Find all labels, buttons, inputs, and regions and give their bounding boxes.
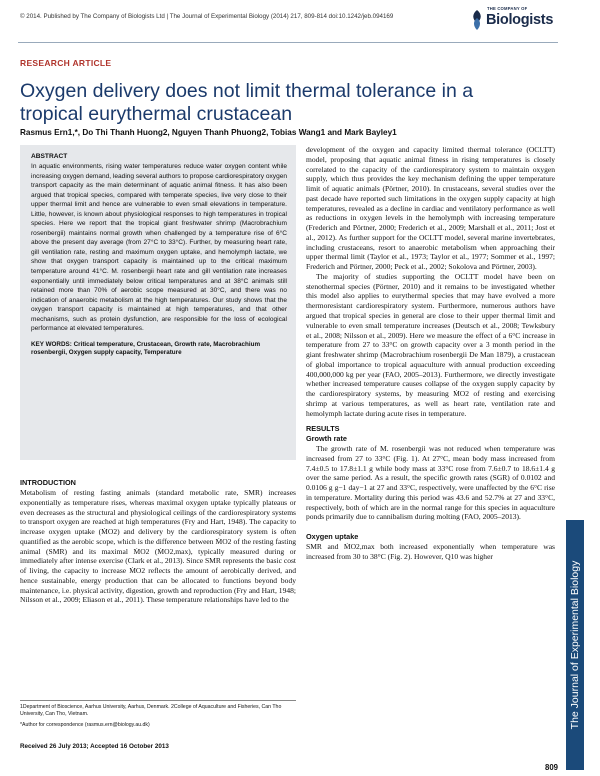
results-heading: RESULTS — [306, 424, 340, 434]
growth-text: The growth rate of M. rosenbergii was not reduced when temperature was increased from 27 to 33°C (Fig. 1). At 27°C, mean body mass increased from 7.4±0.5 to 17.8±1.1 g while body mass at 33°C rose from 7.6±0.7 to 18.6±1.4 g over the same period. As a result, the specific growth rates (SGR) of 0.0102 and 0.0106 g g−1 day−1 at 27 and 33°C, respectively, were unaffected by the 6°C rise in temperature. Mortality during this period was 43.6 and 52.7% at 27 and 33°C, respectively, both of which are in the normal range for this species in aquaculture ponds primarily due to cannibalism during molting (FAO, 2005–2013). — [306, 443, 555, 522]
citation-line: © 2014. Published by The Company of Biologists Ltd | The Journal of Experimental Biology (2014) 217, 809-814 doi:10.1242/jeb.094169 — [20, 13, 394, 20]
oxygen-text: SMR and ṀO2,max both increased exponentially when temperature was increased from 30 to 38°C (Fig. 2). However, Q10 was higher — [306, 541, 555, 561]
footnote-rule — [20, 700, 296, 701]
introduction-heading: INTRODUCTION — [20, 478, 76, 487]
right-para-1: development of the oxygen and capacity limited thermal tolerance (OCLTT) model, proposing that aquatic animal fitness in rising temperatures is closely correlated to the capacity of the cardiorespiratory system to maintain oxygen supply, which thus provides the key mechanism defining the upper temperature limit of aquatic animals (Pörtner, 2010). In crustaceans, several studies over the past decade have reported such limitations in the oxygen supply capacity at high temperatures, revealed as a decline in cardiac and ventilatory performance as well as reductions in oxygen levels in the hemolymph with increasing temperature (Frederich and Pörtner, 2000; Frederich et al., 2009; Marshall et al., 2011; Jost et al., 2012). As further support for the OCLTT model, several marine invertebrates, including crustaceans, resort to anaerobic metabolism when approaching their upper thermal limit (Taylor et al., 1973; Taylor et al., 1977; Sommer et al., 1997; Frederich and Pörtner, 2000; Peck et al., 2002; Sokolova and Pörtner, 2003). — [306, 145, 555, 272]
keywords-list: Critical temperature, Crustacean, Growth rate, Macrobrachium rosenbergii, Oxygen supply capacity, Temperature — [31, 340, 261, 357]
oxygen-heading: Oxygen uptake — [306, 532, 359, 542]
right-column — [306, 145, 555, 561]
journal-sidebar-label: The Journal of Experimental Biology — [569, 560, 581, 730]
article-title: Oxygen delivery does not limit thermal tolerance in a tropical eurythermal crustacean — [20, 80, 474, 125]
publisher-logo — [470, 6, 562, 36]
keywords — [31, 341, 287, 358]
abstract-box — [20, 145, 296, 460]
section-label: RESEARCH ARTICLE — [20, 58, 112, 68]
abstract-heading: ABSTRACT — [31, 153, 68, 160]
logo-big-text: Biologists — [486, 12, 554, 28]
logo-small-text: THE COMPANY OF — [487, 6, 528, 11]
affiliations: 1Department of Bioscience, Aarhus University, Aarhus, Denmark. 2College of Aquaculture and Fisheries, Can Tho University, Can Tho, Vietnam. — [20, 704, 282, 717]
page-number: 809 — [545, 763, 559, 772]
author-list: Rasmus Ern1,*, Do Thi Thanh Huong2, Nguyen Thanh Phuong2, Tobias Wang1 and Mark Bayley1 — [20, 128, 397, 137]
abstract-text: In aquatic environments, rising water temperatures reduce water oxygen content while increasing oxygen demand, leading several authors to propose cardiorespiratory oxygen transport capacity as the main determinant of aquatic animal fitness. It has also been argued that tropical species, compared with temperate species, live very close to their upper thermal limit and hence are vulnerable to even small elevations in temperature. Little, however, is known about physiological responses to high temperatures in tropical species. Here we report that the tropical giant freshwater shrimp (Macrobrachium rosenbergii) maintains normal growth when challenged by a temperature rise of 6°C above the present day average (from 27°C to 33°C). Further, by measuring heart rate, gill ventilation rate, resting and maximum oxygen uptake, and hemolymph lactate, we show that oxygen transport capacity is maintained up to the critical maximum temperature around 41°C. M. rosenbergii heart rate and gill ventilation rate increases exponentially until immediately below critical temperatures and at 38°C animals still retained more than 70% of aerobic scope measured at 30°C, and there was no indication of anaerobic metabolism at the high temperatures. Our study shows that the oxygen transport capacity is maintained at high temperatures, and that other mechanisms, such as protein dysfunction, are responsible for the loss of ecological performance at elevated temperatures. — [31, 163, 287, 333]
right-para-2: The majority of studies supporting the OCLTT model have been on stenothermal species (Pörtner, 2010) and it remains to be investigated whether this model also applies to eurythermal species that may have evolved a more thermoresistant cardiorespiratory system. Furthermore, numerous authors have argued that tropical species in general are close to their upper thermal limit and vulnerable to even small temperature increases (Deutsch et al., 2008; Tewksbury et al., 2008; Nilsson et al., 2009). Here we measure the effect of a 6°C increase in temperature from 27 to 33°C on growth capacity over a 3 month period in the giant freshwater shrimp (Macrobrachium rosenbergii De Man 1879), a crustacean of global importance to tropical aquaculture with annual production exceeding 400,000,000 kg per year (FAO, 2005–2013). Furthermore, we directly investigate whether increased temperature causes collapse of the oxygen supply capacity by the cardiorespiratory systems, by measuring ṀO2 of resting and exercising shrimp at various temperatures, as well as heart rate, ventilation rate and hemolymph lactate during acute rises in temperature. — [306, 271, 555, 418]
corresponding-author: *Author for correspondence (rasmus.ern@biology.au.dk) — [20, 722, 150, 728]
introduction-text: Metabolism of resting fasting animals (standard metabolic rate, SMR) increases exponentially as temperature rises, whereas maximal oxygen uptake typically plateaus or even decreases as the structural and physiological ceilings of the cardiorespiratory systems to transport oxygen are reached at high temperatures (Fry and Hart, 1948). The capacity to increase oxygen uptake (ṀO2) and delivery by the cardiorespiratory system is often quantified as the aerobic scope, which is the difference between ṀO2 of the resting fasting animal (SMR) and its maximal ṀO2 (ṀO2,max), typically measured during or immediately after intense exercise (Clark et al., 2013). Since SMR represents the basic cost of living, the capacity to increase ṀO2 reflects the amount of aerobically derived, and hence sustainable, energy production that can be allocated to functions beyond body maintenance, i.e. physical activity, digestion, growth and reproduction (Fry and Hart, 1948; Nilsson et al., 2009; Eliason et al., 2011). These temperature relationships have led to the — [20, 488, 296, 605]
logo-mark-icon — [470, 9, 484, 31]
growth-heading: Growth rate — [306, 434, 347, 444]
header-rule — [18, 42, 558, 43]
keywords-label: KEY WORDS: — [31, 340, 72, 348]
received-dates: Received 26 July 2013; Accepted 16 October 2013 — [20, 743, 169, 750]
footnote — [20, 704, 296, 729]
